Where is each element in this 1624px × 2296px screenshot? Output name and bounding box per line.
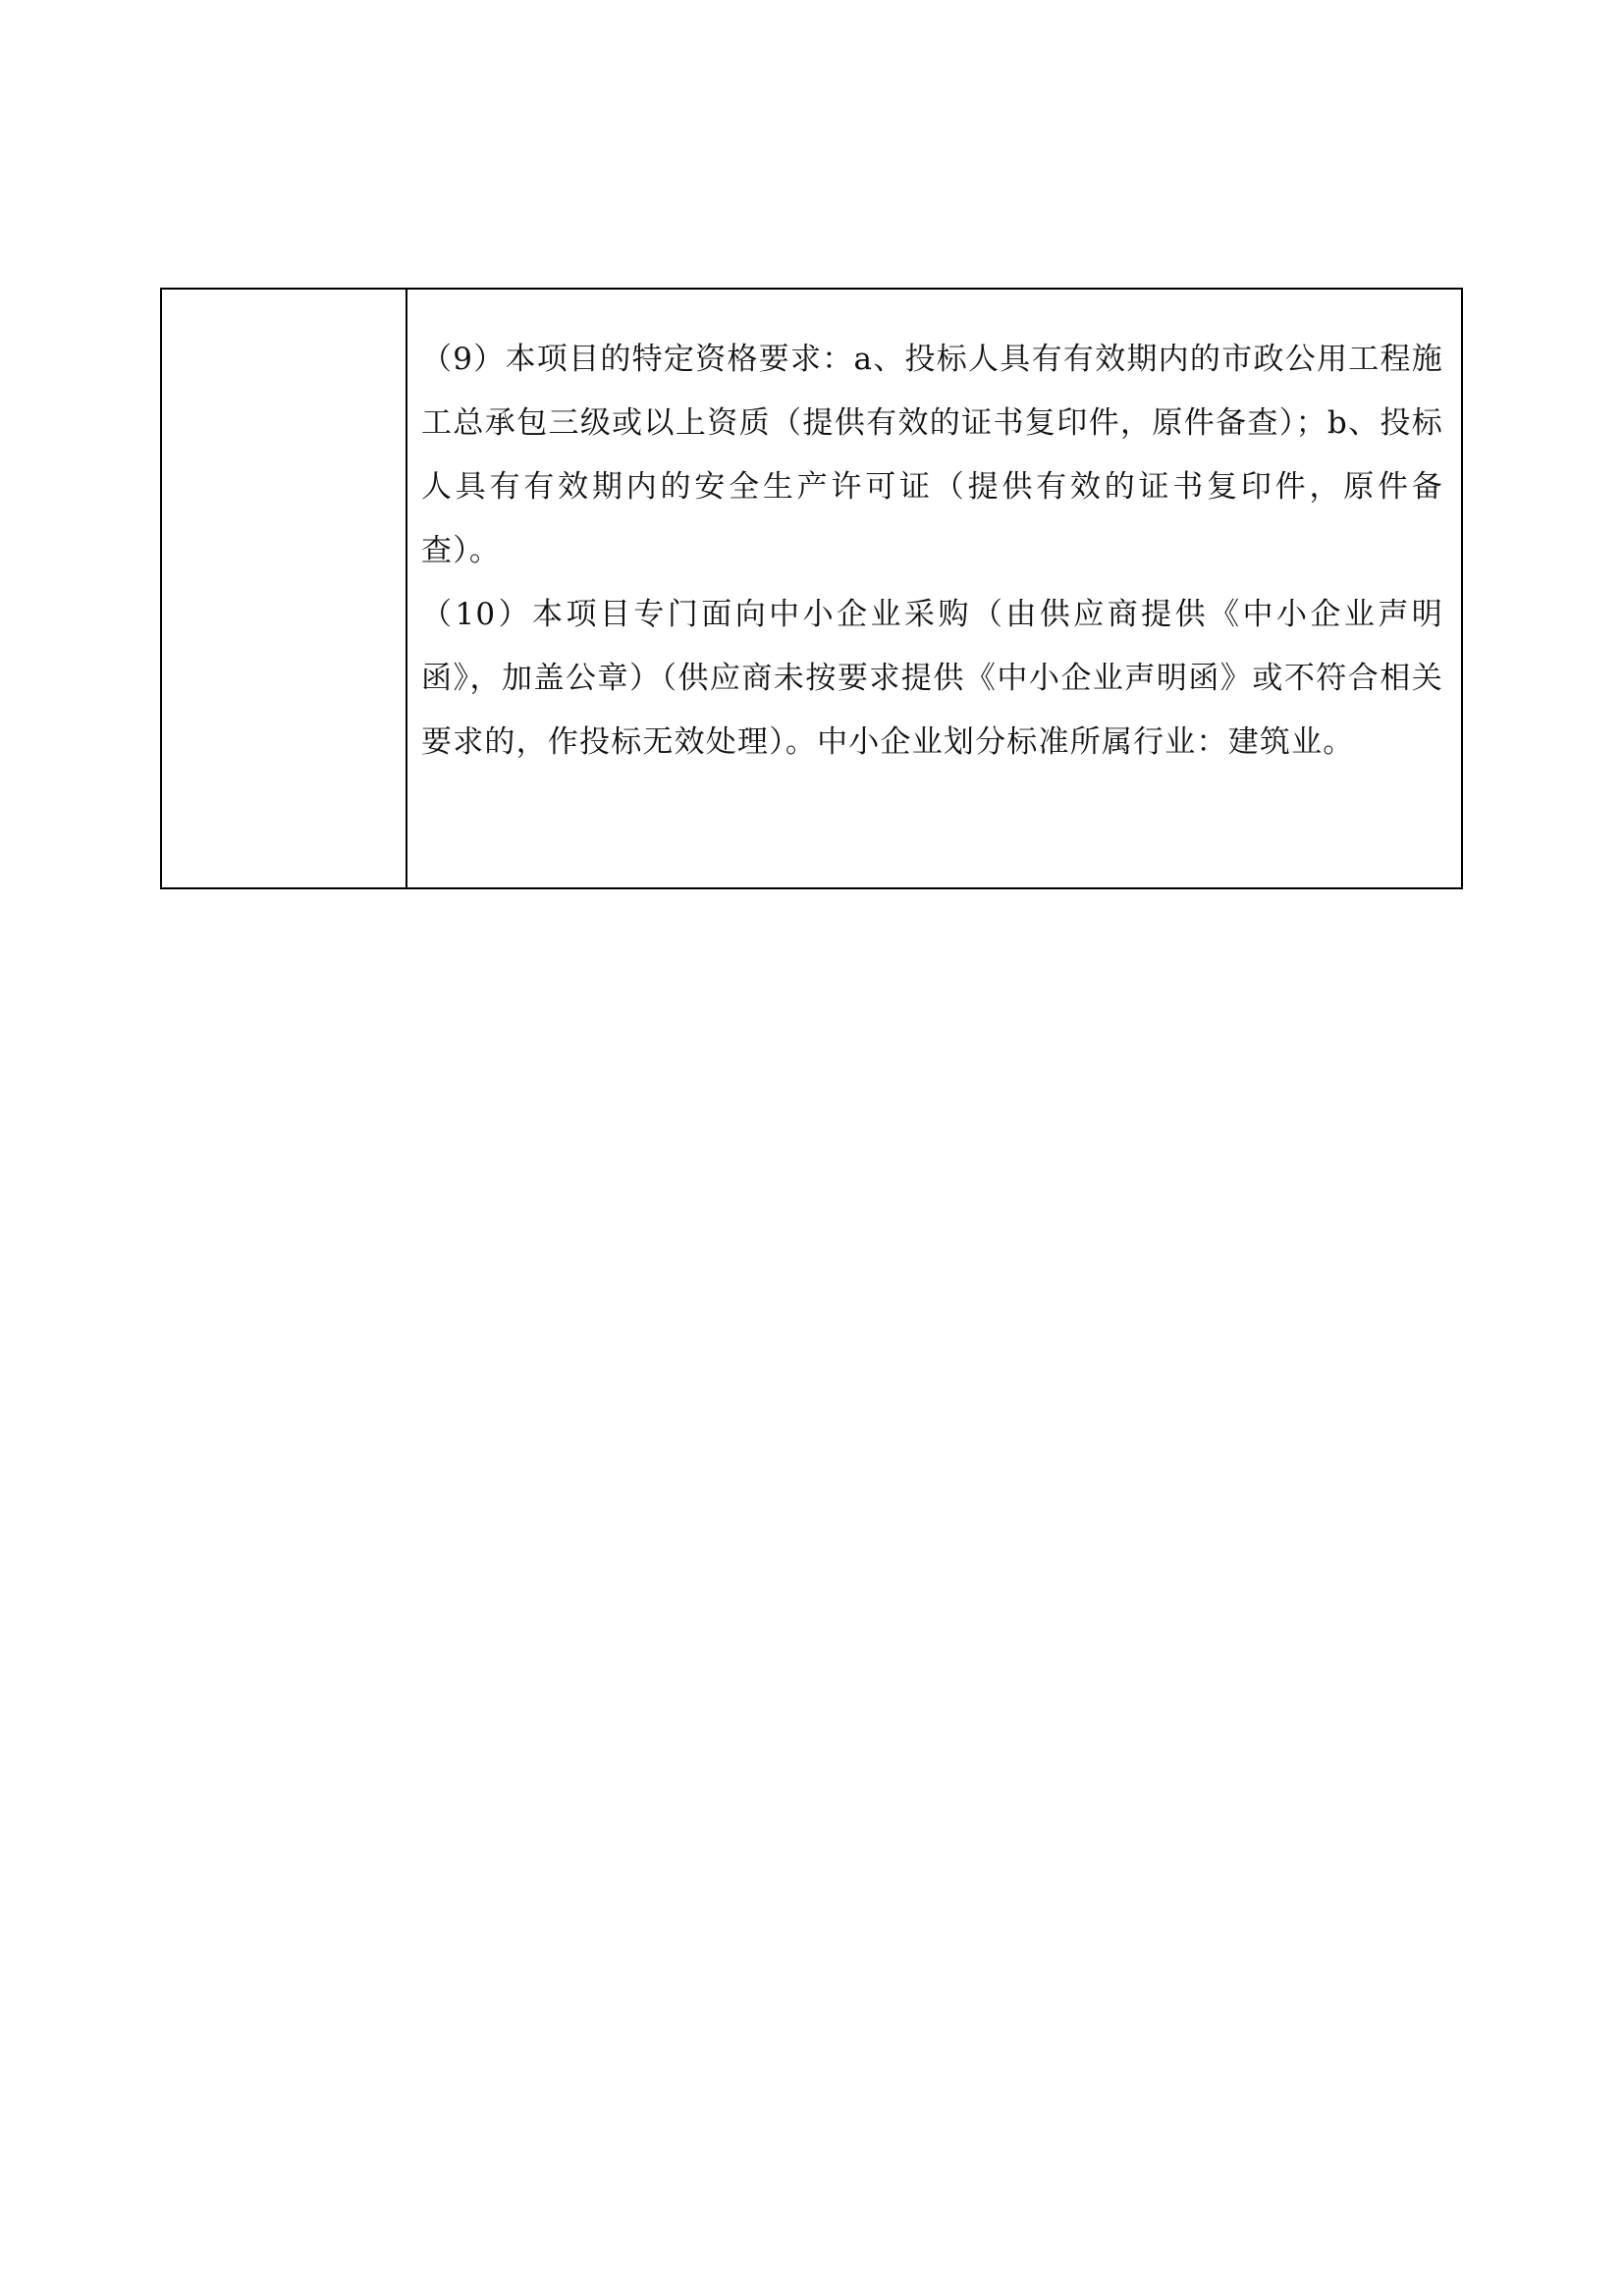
requirements-table: [160, 288, 1463, 889]
table-left-cell: [162, 290, 407, 887]
requirement-paragraph-10: （10）本项目专门面向中小企业采购（由供应商提供《中小企业声明函》，加盖公章）（供应商未按要求提供《中小企业声明函》或不符合相关要求的，作投标无效处理）。中小企业划分标准所属行业：建筑业。: [421, 597, 1443, 760]
table-right-cell: [407, 290, 1461, 887]
requirement-paragraph-9: （9）本项目的特定资格要求：a、投标人具有有效期内的市政公用工程施工总承包三级或以上资质（提供有效的证书复印件，原件备查）；b、投标人具有有效期内的安全生产许可证（提供有效的证书复印件，原件备查）。: [421, 342, 1443, 568]
